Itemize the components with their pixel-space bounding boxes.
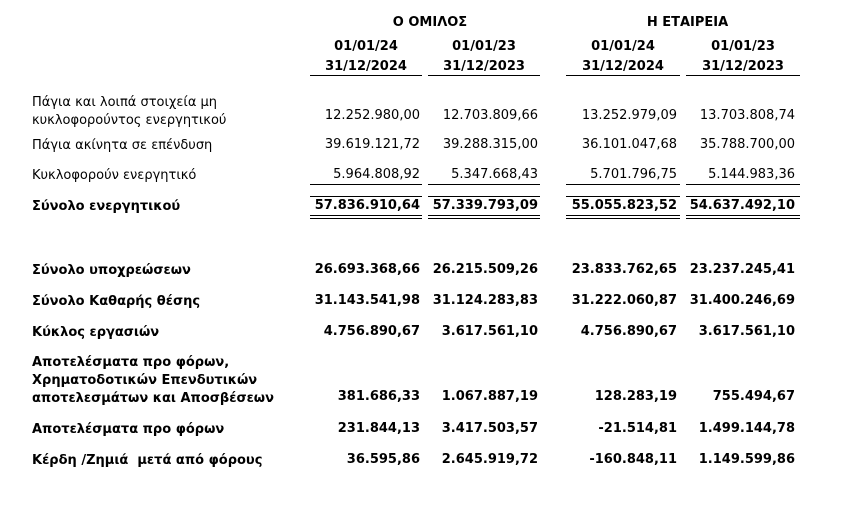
column-header-underline xyxy=(428,75,540,76)
column-period-end: 31/12/2023 xyxy=(443,59,525,74)
row-value: -21.514,81 xyxy=(598,421,677,436)
company-header: Η ΕΤΑΙΡΕΙΑ xyxy=(646,15,729,30)
row-value: 57.836.910,64 xyxy=(314,198,420,213)
row-value: 31.124.283,83 xyxy=(432,293,538,308)
column-period-start: 01/01/24 xyxy=(591,39,655,54)
column-period-start: 01/01/24 xyxy=(334,39,398,54)
column-period-start: 01/01/23 xyxy=(711,39,775,54)
column-period-end: 31/12/2023 xyxy=(702,59,784,74)
row-label: Σύνολο ενεργητικού xyxy=(32,199,181,214)
row-value: 12.252.980,00 xyxy=(324,108,420,123)
row-label: Πάγια ακίνητα σε επένδυση xyxy=(32,138,213,153)
row-value: 36.595,86 xyxy=(346,452,420,467)
value-underline xyxy=(566,215,680,216)
row-value: 1.499.144,78 xyxy=(698,421,795,436)
row-label: Κύκλος εργασιών xyxy=(32,325,160,340)
row-label: Κυκλοφορούν ενεργητικό xyxy=(32,168,197,183)
row-label: Αποτελέσματα προ φόρων, Χρηματοδοτικών Επενδυτικών αποτελεσμάτων και Αποσβέσεων xyxy=(32,355,274,406)
row-value: 2.645.919,72 xyxy=(441,452,538,467)
row-value: 35.788.700,00 xyxy=(699,137,795,152)
row-label: Σύνολο υποχρεώσεων xyxy=(32,263,191,278)
row-value: 128.283,19 xyxy=(594,389,677,404)
row-value: 4.756.890,67 xyxy=(580,324,677,339)
value-underline xyxy=(428,184,540,185)
row-value: 23.833.762,65 xyxy=(571,262,677,277)
row-value: 13.252.979,09 xyxy=(581,108,677,123)
row-value: 39.288.315,00 xyxy=(442,137,538,152)
total-top-rule xyxy=(566,196,680,197)
row-value: 31.400.246,69 xyxy=(689,293,795,308)
row-value: 31.222.060,87 xyxy=(571,293,677,308)
column-header-underline xyxy=(310,75,422,76)
value-underline xyxy=(686,184,800,185)
row-value: 12.703.809,66 xyxy=(442,108,538,123)
row-value: 3.617.561,10 xyxy=(698,324,795,339)
column-period-end: 31/12/2024 xyxy=(582,59,664,74)
total-top-rule xyxy=(310,196,422,197)
row-value: 1.067.887,19 xyxy=(441,389,538,404)
row-value: 3.417.503,57 xyxy=(441,421,538,436)
row-value: 1.149.599,86 xyxy=(698,452,795,467)
column-header-underline xyxy=(686,75,800,76)
row-value: 231.844,13 xyxy=(337,421,420,436)
row-value: 39.619.121,72 xyxy=(324,137,420,152)
row-value: 5.701.796,75 xyxy=(590,167,677,182)
value-double-underline xyxy=(686,218,800,219)
value-double-underline xyxy=(428,218,540,219)
row-value: 57.339.793,09 xyxy=(432,198,538,213)
row-value: 31.143.541,98 xyxy=(314,293,420,308)
value-double-underline xyxy=(310,218,422,219)
total-top-rule xyxy=(686,196,800,197)
row-label: Σύνολο Καθαρής θέσης xyxy=(32,294,201,309)
value-double-underline xyxy=(566,218,680,219)
row-label: Αποτελέσματα προ φόρων xyxy=(32,422,225,437)
column-period-start: 01/01/23 xyxy=(452,39,516,54)
row-value: 5.144.983,36 xyxy=(708,167,795,182)
row-value: 55.055.823,52 xyxy=(571,198,677,213)
value-underline xyxy=(310,215,422,216)
row-label: Πάγια και λοιπά στοιχεία μη κυκλοφορούντος ενεργητικού xyxy=(32,95,227,128)
group-header: Ο ΟΜΙΛΟΣ xyxy=(392,15,468,30)
value-underline xyxy=(428,215,540,216)
row-value: 36.101.047,68 xyxy=(581,137,677,152)
total-top-rule xyxy=(428,196,540,197)
row-value: 54.637.492,10 xyxy=(689,198,795,213)
row-value: 13.703.808,74 xyxy=(699,108,795,123)
row-value: 26.215.509,26 xyxy=(432,262,538,277)
row-value: 26.693.368,66 xyxy=(314,262,420,277)
value-underline xyxy=(310,184,422,185)
value-underline xyxy=(566,184,680,185)
value-underline xyxy=(686,215,800,216)
row-label: Κέρδη /Ζημιά μετά από φόρους xyxy=(32,453,263,468)
row-value: 381.686,33 xyxy=(337,389,420,404)
column-period-end: 31/12/2024 xyxy=(325,59,407,74)
row-value: -160.848,11 xyxy=(589,452,677,467)
row-value: 4.756.890,67 xyxy=(323,324,420,339)
column-header-underline xyxy=(566,75,680,76)
row-value: 23.237.245,41 xyxy=(689,262,795,277)
row-value: 5.347.668,43 xyxy=(451,167,538,182)
row-value: 3.617.561,10 xyxy=(441,324,538,339)
row-value: 5.964.808,92 xyxy=(333,167,420,182)
row-value: 755.494,67 xyxy=(712,389,795,404)
